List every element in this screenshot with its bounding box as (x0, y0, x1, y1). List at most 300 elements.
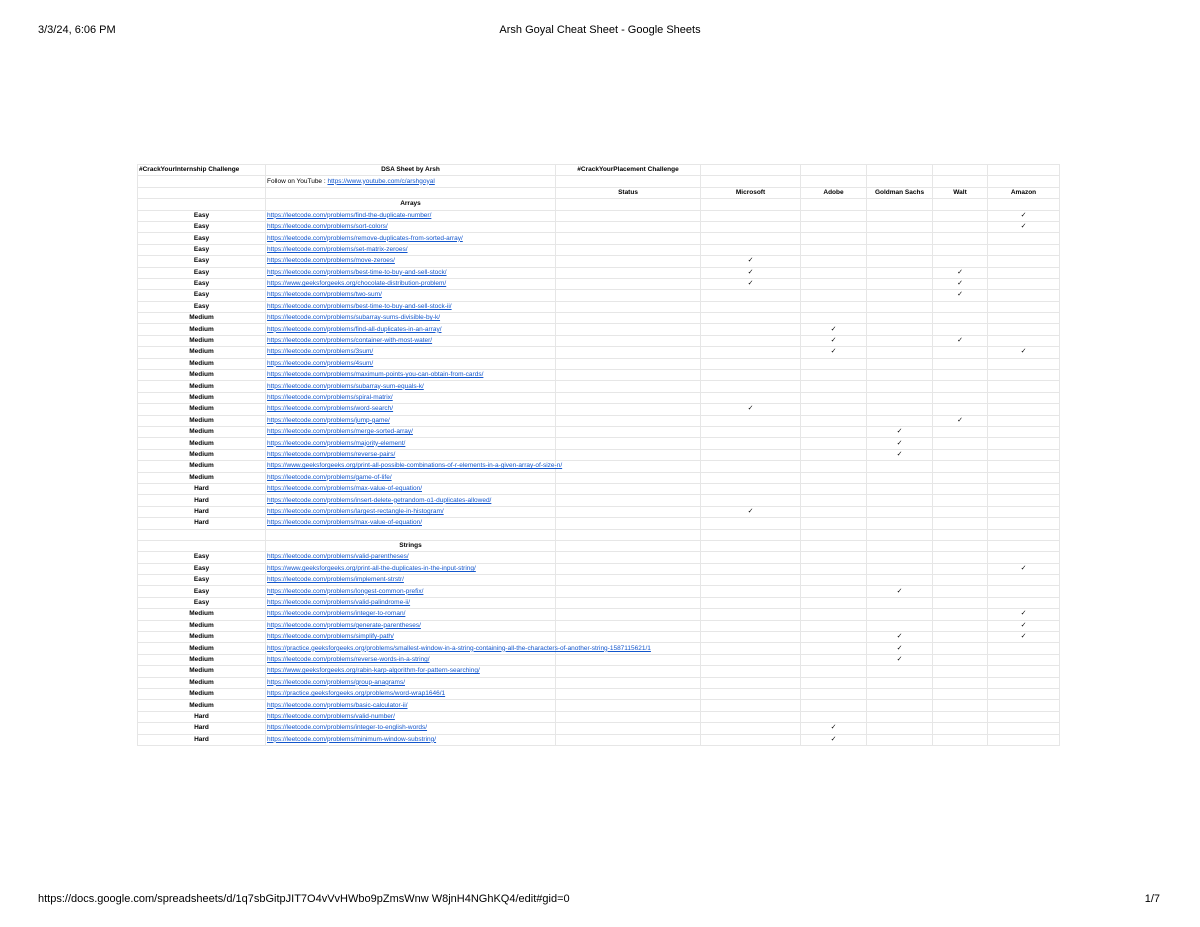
company-mark-cell (933, 586, 988, 597)
company-mark-cell (556, 586, 701, 597)
company-mark-cell (801, 426, 867, 437)
company-mark-cell (556, 563, 701, 574)
problem-link[interactable]: https://leetcode.com/problems/implement-strstr/ (266, 575, 556, 586)
column-header-status: Status (556, 187, 701, 198)
difficulty-cell: Medium (138, 677, 266, 688)
company-mark-cell (988, 461, 1060, 472)
company-mark-cell (933, 233, 988, 244)
company-mark-cell (867, 290, 933, 301)
company-mark-cell (867, 677, 933, 688)
problem-link[interactable]: https://leetcode.com/problems/4sum/ (266, 358, 556, 369)
company-mark-cell: ✓ (801, 324, 867, 335)
company-mark-cell (701, 449, 801, 460)
company-mark-cell (988, 472, 1060, 483)
company-mark-cell (701, 563, 801, 574)
table-row (138, 495, 1060, 506)
company-mark-cell (867, 620, 933, 631)
company-mark-cell (867, 210, 933, 221)
company-mark-cell: ✓ (801, 335, 867, 346)
company-mark-cell (933, 483, 988, 494)
company-mark-cell (701, 688, 801, 699)
problem-link[interactable]: https://leetcode.com/problems/set-matrix-zeroes/ (266, 244, 556, 255)
company-mark-cell (933, 506, 988, 517)
problem-link[interactable]: https://leetcode.com/problems/move-zeroes/ (266, 256, 556, 267)
company-mark-cell (988, 244, 1060, 255)
company-mark-cell (801, 438, 867, 449)
company-mark-cell (933, 654, 988, 665)
company-mark-cell (988, 495, 1060, 506)
table-row (138, 244, 1060, 255)
table-row (138, 210, 1060, 221)
company-mark-cell (933, 461, 988, 472)
company-mark-cell: ✓ (801, 723, 867, 734)
table-row (138, 472, 1060, 483)
company-mark-cell (556, 688, 701, 699)
problem-link[interactable]: https://leetcode.com/problems/game-of-life/ (266, 472, 556, 483)
company-mark-cell (933, 723, 988, 734)
company-mark-cell (988, 381, 1060, 392)
company-mark-cell (801, 415, 867, 426)
company-mark-cell (867, 552, 933, 563)
column-header-goldman-sachs: Goldman Sachs (867, 187, 933, 198)
company-mark-cell (801, 575, 867, 586)
company-mark-cell: ✓ (867, 449, 933, 460)
problem-link[interactable]: https://leetcode.com/problems/remove-duplicates-from-sorted-array/ (266, 233, 556, 244)
difficulty-cell: Easy (138, 233, 266, 244)
problem-link[interactable]: https://leetcode.com/problems/max-value-of-equation/ (266, 518, 556, 529)
company-mark-cell (933, 210, 988, 221)
company-mark-cell (701, 210, 801, 221)
difficulty-cell: Medium (138, 609, 266, 620)
company-mark-cell: ✓ (933, 415, 988, 426)
blank-row (138, 529, 1060, 540)
company-mark-cell (801, 370, 867, 381)
problem-link[interactable]: https://www.geeksforgeeks.org/chocolate-distribution-problem/ (266, 278, 556, 289)
company-mark-cell (933, 666, 988, 677)
company-mark-cell: ✓ (988, 563, 1060, 574)
table-row (138, 677, 1060, 688)
table-row (138, 358, 1060, 369)
problem-link[interactable]: https://leetcode.com/problems/simplify-path/ (266, 632, 556, 643)
company-mark-cell (933, 324, 988, 335)
table-row (138, 256, 1060, 267)
company-mark-cell (801, 688, 867, 699)
company-mark-cell (988, 404, 1060, 415)
problem-link[interactable]: https://leetcode.com/problems/minimum-window-substring/ (266, 734, 556, 745)
company-mark-cell (988, 301, 1060, 312)
company-mark-cell (556, 278, 701, 289)
difficulty-cell: Hard (138, 506, 266, 517)
company-mark-cell: ✓ (867, 438, 933, 449)
table-row (138, 324, 1060, 335)
difficulty-cell: Easy (138, 256, 266, 267)
company-mark-cell (867, 256, 933, 267)
follow-line (266, 176, 556, 187)
difficulty-cell: Medium (138, 347, 266, 358)
table-row (138, 688, 1060, 699)
company-mark-cell (556, 347, 701, 358)
company-mark-cell: ✓ (867, 632, 933, 643)
company-mark-cell (988, 483, 1060, 494)
table-row (138, 370, 1060, 381)
company-mark-cell (556, 666, 701, 677)
problem-link[interactable]: https://leetcode.com/problems/group-anagrams/ (266, 677, 556, 688)
problem-link[interactable]: https://leetcode.com/problems/best-time-to-buy-and-sell-stock/ (266, 267, 556, 278)
problem-link[interactable]: https://leetcode.com/problems/find-the-duplicate-number/ (266, 210, 556, 221)
problem-link[interactable]: https://leetcode.com/problems/find-all-duplicates-in-an-array/ (266, 324, 556, 335)
company-mark-cell (556, 244, 701, 255)
company-mark-cell (701, 324, 801, 335)
company-mark-cell (801, 381, 867, 392)
top-left-label: #CrackYourInternship Challenge (138, 165, 266, 176)
table-row (138, 267, 1060, 278)
problem-link[interactable]: https://leetcode.com/problems/valid-parentheses/ (266, 552, 556, 563)
company-mark-cell (988, 666, 1060, 677)
company-mark-cell (933, 734, 988, 745)
company-mark-cell (988, 392, 1060, 403)
company-mark-cell (867, 370, 933, 381)
problem-link[interactable]: https://practice.geeksforgeeks.org/problems/smallest-window-in-a-string-containing-all-the-characters-of-another-string-1587115621/1 (266, 643, 556, 654)
company-mark-cell (556, 518, 701, 529)
company-mark-cell (556, 620, 701, 631)
company-mark-cell (867, 723, 933, 734)
company-mark-cell (801, 483, 867, 494)
company-mark-cell (801, 677, 867, 688)
company-mark-cell: ✓ (701, 267, 801, 278)
company-mark-cell (988, 370, 1060, 381)
company-mark-cell (801, 552, 867, 563)
company-mark-cell (801, 586, 867, 597)
company-mark-cell (701, 734, 801, 745)
company-mark-cell (556, 552, 701, 563)
table-row (138, 381, 1060, 392)
company-mark-cell (988, 700, 1060, 711)
table-row (138, 586, 1060, 597)
company-mark-cell (556, 370, 701, 381)
company-mark-cell (867, 472, 933, 483)
company-mark-cell (556, 256, 701, 267)
problem-link[interactable]: https://leetcode.com/problems/integer-to-english-words/ (266, 723, 556, 734)
company-mark-cell (933, 221, 988, 232)
company-mark-cell (933, 381, 988, 392)
company-mark-cell (701, 609, 801, 620)
difficulty-cell: Hard (138, 723, 266, 734)
company-mark-cell (867, 335, 933, 346)
difficulty-cell: Medium (138, 688, 266, 699)
company-mark-cell (988, 335, 1060, 346)
table-row (138, 449, 1060, 460)
youtube-link[interactable]: https://www.youtube.com/c/arshgoyal (327, 177, 435, 185)
difficulty-cell: Medium (138, 620, 266, 631)
company-mark-cell (933, 347, 988, 358)
difficulty-cell: Medium (138, 700, 266, 711)
company-mark-cell (801, 210, 867, 221)
company-mark-cell (701, 381, 801, 392)
company-mark-cell (701, 597, 801, 608)
table-row (138, 347, 1060, 358)
problem-link[interactable]: https://leetcode.com/problems/generate-parentheses/ (266, 620, 556, 631)
company-mark-cell (701, 711, 801, 722)
company-mark-cell (867, 483, 933, 494)
problem-link[interactable]: https://leetcode.com/problems/valid-number/ (266, 711, 556, 722)
company-mark-cell (556, 267, 701, 278)
company-mark-cell: ✓ (867, 643, 933, 654)
difficulty-cell: Easy (138, 244, 266, 255)
difficulty-cell: Hard (138, 495, 266, 506)
difficulty-cell: Medium (138, 449, 266, 460)
company-mark-cell (701, 483, 801, 494)
company-mark-cell (933, 244, 988, 255)
company-mark-cell: ✓ (867, 654, 933, 665)
company-mark-cell (933, 677, 988, 688)
company-mark-cell (988, 575, 1060, 586)
company-mark-cell: ✓ (801, 734, 867, 745)
company-mark-cell (801, 563, 867, 574)
company-mark-cell (556, 723, 701, 734)
problem-link[interactable]: https://leetcode.com/problems/word-search/ (266, 404, 556, 415)
section-header-row (138, 540, 1060, 551)
table-row (138, 233, 1060, 244)
company-mark-cell (988, 278, 1060, 289)
company-mark-cell (556, 221, 701, 232)
difficulty-cell: Medium (138, 643, 266, 654)
company-mark-cell (701, 620, 801, 631)
company-mark-cell (801, 358, 867, 369)
company-mark-cell (933, 392, 988, 403)
company-mark-cell (801, 313, 867, 324)
problem-link[interactable]: https://leetcode.com/problems/integer-to-roman/ (266, 609, 556, 620)
difficulty-cell: Easy (138, 301, 266, 312)
company-mark-cell (867, 358, 933, 369)
company-mark-cell (933, 563, 988, 574)
company-mark-cell (867, 734, 933, 745)
company-mark-cell (988, 313, 1060, 324)
company-mark-cell: ✓ (988, 632, 1060, 643)
section-header-row (138, 199, 1060, 210)
difficulty-cell: Hard (138, 734, 266, 745)
problem-link[interactable]: https://leetcode.com/problems/maximum-points-you-can-obtain-from-cards/ (266, 370, 556, 381)
company-mark-cell: ✓ (933, 267, 988, 278)
company-mark-cell (801, 620, 867, 631)
company-mark-cell (801, 244, 867, 255)
problem-link[interactable]: https://leetcode.com/problems/largest-rectangle-in-histogram/ (266, 506, 556, 517)
company-mark-cell (801, 233, 867, 244)
company-mark-cell (933, 426, 988, 437)
company-mark-cell (867, 609, 933, 620)
difficulty-cell: Medium (138, 415, 266, 426)
company-mark-cell: ✓ (933, 278, 988, 289)
company-mark-cell (801, 711, 867, 722)
column-header-adobe: Adobe (801, 187, 867, 198)
problem-link[interactable]: https://leetcode.com/problems/majority-element/ (266, 438, 556, 449)
company-mark-cell (701, 654, 801, 665)
company-mark-cell (988, 723, 1060, 734)
problem-link[interactable]: https://leetcode.com/problems/reverse-words-in-a-string/ (266, 654, 556, 665)
company-mark-cell (701, 347, 801, 358)
company-mark-cell: ✓ (701, 256, 801, 267)
company-mark-cell (701, 233, 801, 244)
company-mark-cell (801, 609, 867, 620)
sheet-title: DSA Sheet by Arsh (266, 165, 556, 176)
problem-link[interactable]: https://leetcode.com/problems/basic-calculator-ii/ (266, 700, 556, 711)
company-mark-cell (701, 552, 801, 563)
company-mark-cell (867, 392, 933, 403)
problem-link[interactable]: https://leetcode.com/problems/max-value-of-equation/ (266, 483, 556, 494)
company-mark-cell (988, 506, 1060, 517)
problem-link[interactable]: https://leetcode.com/problems/valid-palindrome-ii/ (266, 597, 556, 608)
problem-link[interactable]: https://leetcode.com/problems/subarray-sum-equals-k/ (266, 381, 556, 392)
difficulty-cell: Medium (138, 472, 266, 483)
company-mark-cell: ✓ (988, 210, 1060, 221)
table-row (138, 563, 1060, 574)
problem-link[interactable]: https://leetcode.com/problems/3sum/ (266, 347, 556, 358)
problem-link[interactable]: https://leetcode.com/problems/longest-common-prefix/ (266, 586, 556, 597)
difficulty-cell: Easy (138, 290, 266, 301)
table-row (138, 392, 1060, 403)
table-row (138, 609, 1060, 620)
company-mark-cell (867, 301, 933, 312)
company-mark-cell (933, 597, 988, 608)
company-mark-cell (933, 632, 988, 643)
difficulty-cell: Easy (138, 586, 266, 597)
company-mark-cell (801, 700, 867, 711)
difficulty-cell: Medium (138, 461, 266, 472)
company-mark-cell (556, 426, 701, 437)
company-mark-cell (933, 313, 988, 324)
company-mark-cell (867, 267, 933, 278)
problem-link[interactable]: https://leetcode.com/problems/merge-sorted-array/ (266, 426, 556, 437)
company-mark-cell (801, 301, 867, 312)
company-mark-cell (556, 700, 701, 711)
problem-link[interactable]: https://leetcode.com/problems/best-time-to-buy-and-sell-stock-ii/ (266, 301, 556, 312)
company-mark-cell (867, 563, 933, 574)
difficulty-cell: Medium (138, 370, 266, 381)
company-mark-cell (801, 472, 867, 483)
company-mark-cell (701, 495, 801, 506)
table-row (138, 723, 1060, 734)
company-mark-cell (801, 449, 867, 460)
table-row (138, 575, 1060, 586)
company-mark-cell (801, 404, 867, 415)
company-mark-cell (933, 358, 988, 369)
table-row (138, 518, 1060, 529)
difficulty-cell: Easy (138, 267, 266, 278)
company-mark-cell (801, 221, 867, 232)
problem-link[interactable]: https://leetcode.com/problems/container-with-most-water/ (266, 335, 556, 346)
company-mark-cell (867, 461, 933, 472)
company-mark-cell (801, 518, 867, 529)
company-mark-cell (556, 677, 701, 688)
company-mark-cell (701, 335, 801, 346)
company-mark-cell (933, 256, 988, 267)
difficulty-cell: Easy (138, 221, 266, 232)
company-mark-cell (701, 358, 801, 369)
company-mark-cell (701, 677, 801, 688)
company-mark-cell (556, 609, 701, 620)
problem-link[interactable]: https://leetcode.com/problems/sort-colors/ (266, 221, 556, 232)
company-mark-cell (556, 575, 701, 586)
table-row (138, 301, 1060, 312)
company-mark-cell (988, 688, 1060, 699)
difficulty-cell: Medium (138, 666, 266, 677)
table-row (138, 711, 1060, 722)
company-mark-cell (701, 301, 801, 312)
company-mark-cell (701, 290, 801, 301)
problem-link[interactable]: https://practice.geeksforgeeks.org/problems/word-wrap1646/1 (266, 688, 556, 699)
company-mark-cell (988, 438, 1060, 449)
problem-link[interactable]: https://www.geeksforgeeks.org/print-all-possible-combinations-of-r-elements-in-a-given-array-of-size-n/ (266, 461, 556, 472)
company-mark-cell: ✓ (701, 278, 801, 289)
difficulty-cell: Easy (138, 597, 266, 608)
problem-link[interactable]: https://leetcode.com/problems/spiral-matrix/ (266, 392, 556, 403)
company-mark-cell (701, 632, 801, 643)
difficulty-cell: Medium (138, 438, 266, 449)
company-mark-cell (867, 575, 933, 586)
company-mark-cell (701, 666, 801, 677)
difficulty-cell: Medium (138, 404, 266, 415)
company-mark-cell (801, 278, 867, 289)
company-mark-cell (556, 461, 701, 472)
company-mark-cell (556, 495, 701, 506)
company-mark-cell (988, 415, 1060, 426)
company-mark-cell (801, 632, 867, 643)
problem-link[interactable]: https://leetcode.com/problems/insert-delete-getrandom-o1-duplicates-allowed/ (266, 495, 556, 506)
table-row (138, 654, 1060, 665)
company-mark-cell (867, 666, 933, 677)
company-mark-cell (701, 643, 801, 654)
company-mark-cell (556, 381, 701, 392)
difficulty-cell: Medium (138, 426, 266, 437)
column-header-amazon: Amazon (988, 187, 1060, 198)
difficulty-cell: Hard (138, 483, 266, 494)
print-datetime: 3/3/24, 6:06 PM (38, 24, 116, 36)
company-mark-cell (801, 643, 867, 654)
company-mark-cell (933, 643, 988, 654)
company-mark-cell (801, 267, 867, 278)
problem-link[interactable]: https://www.geeksforgeeks.org/rabin-karp-algorithm-for-pattern-searching/ (266, 666, 556, 677)
company-mark-cell (933, 688, 988, 699)
problem-link[interactable]: https://leetcode.com/problems/subarray-sums-divisible-by-k/ (266, 313, 556, 324)
company-mark-cell (701, 700, 801, 711)
company-mark-cell (556, 654, 701, 665)
company-mark-cell (867, 518, 933, 529)
problem-link[interactable]: https://leetcode.com/problems/jump-game/ (266, 415, 556, 426)
difficulty-cell: Medium (138, 358, 266, 369)
company-mark-cell (867, 233, 933, 244)
table-row (138, 666, 1060, 677)
company-mark-cell (933, 438, 988, 449)
company-mark-cell (988, 597, 1060, 608)
company-mark-cell (801, 290, 867, 301)
company-mark-cell (556, 506, 701, 517)
problem-link[interactable]: https://leetcode.com/problems/reverse-pairs/ (266, 449, 556, 460)
company-mark-cell (801, 666, 867, 677)
company-mark-cell (556, 210, 701, 221)
company-mark-cell (701, 723, 801, 734)
company-mark-cell (867, 415, 933, 426)
company-mark-cell (933, 449, 988, 460)
problem-link[interactable]: https://leetcode.com/problems/two-sum/ (266, 290, 556, 301)
problem-link[interactable]: https://www.geeksforgeeks.org/print-all-the-duplicates-in-the-input-string/ (266, 563, 556, 574)
company-mark-cell (988, 256, 1060, 267)
company-mark-cell (867, 597, 933, 608)
company-mark-cell (556, 472, 701, 483)
company-mark-cell (933, 552, 988, 563)
company-mark-cell (933, 370, 988, 381)
page-number: 1/7 (1144, 893, 1160, 905)
company-mark-cell: ✓ (988, 609, 1060, 620)
company-mark-cell: ✓ (867, 586, 933, 597)
